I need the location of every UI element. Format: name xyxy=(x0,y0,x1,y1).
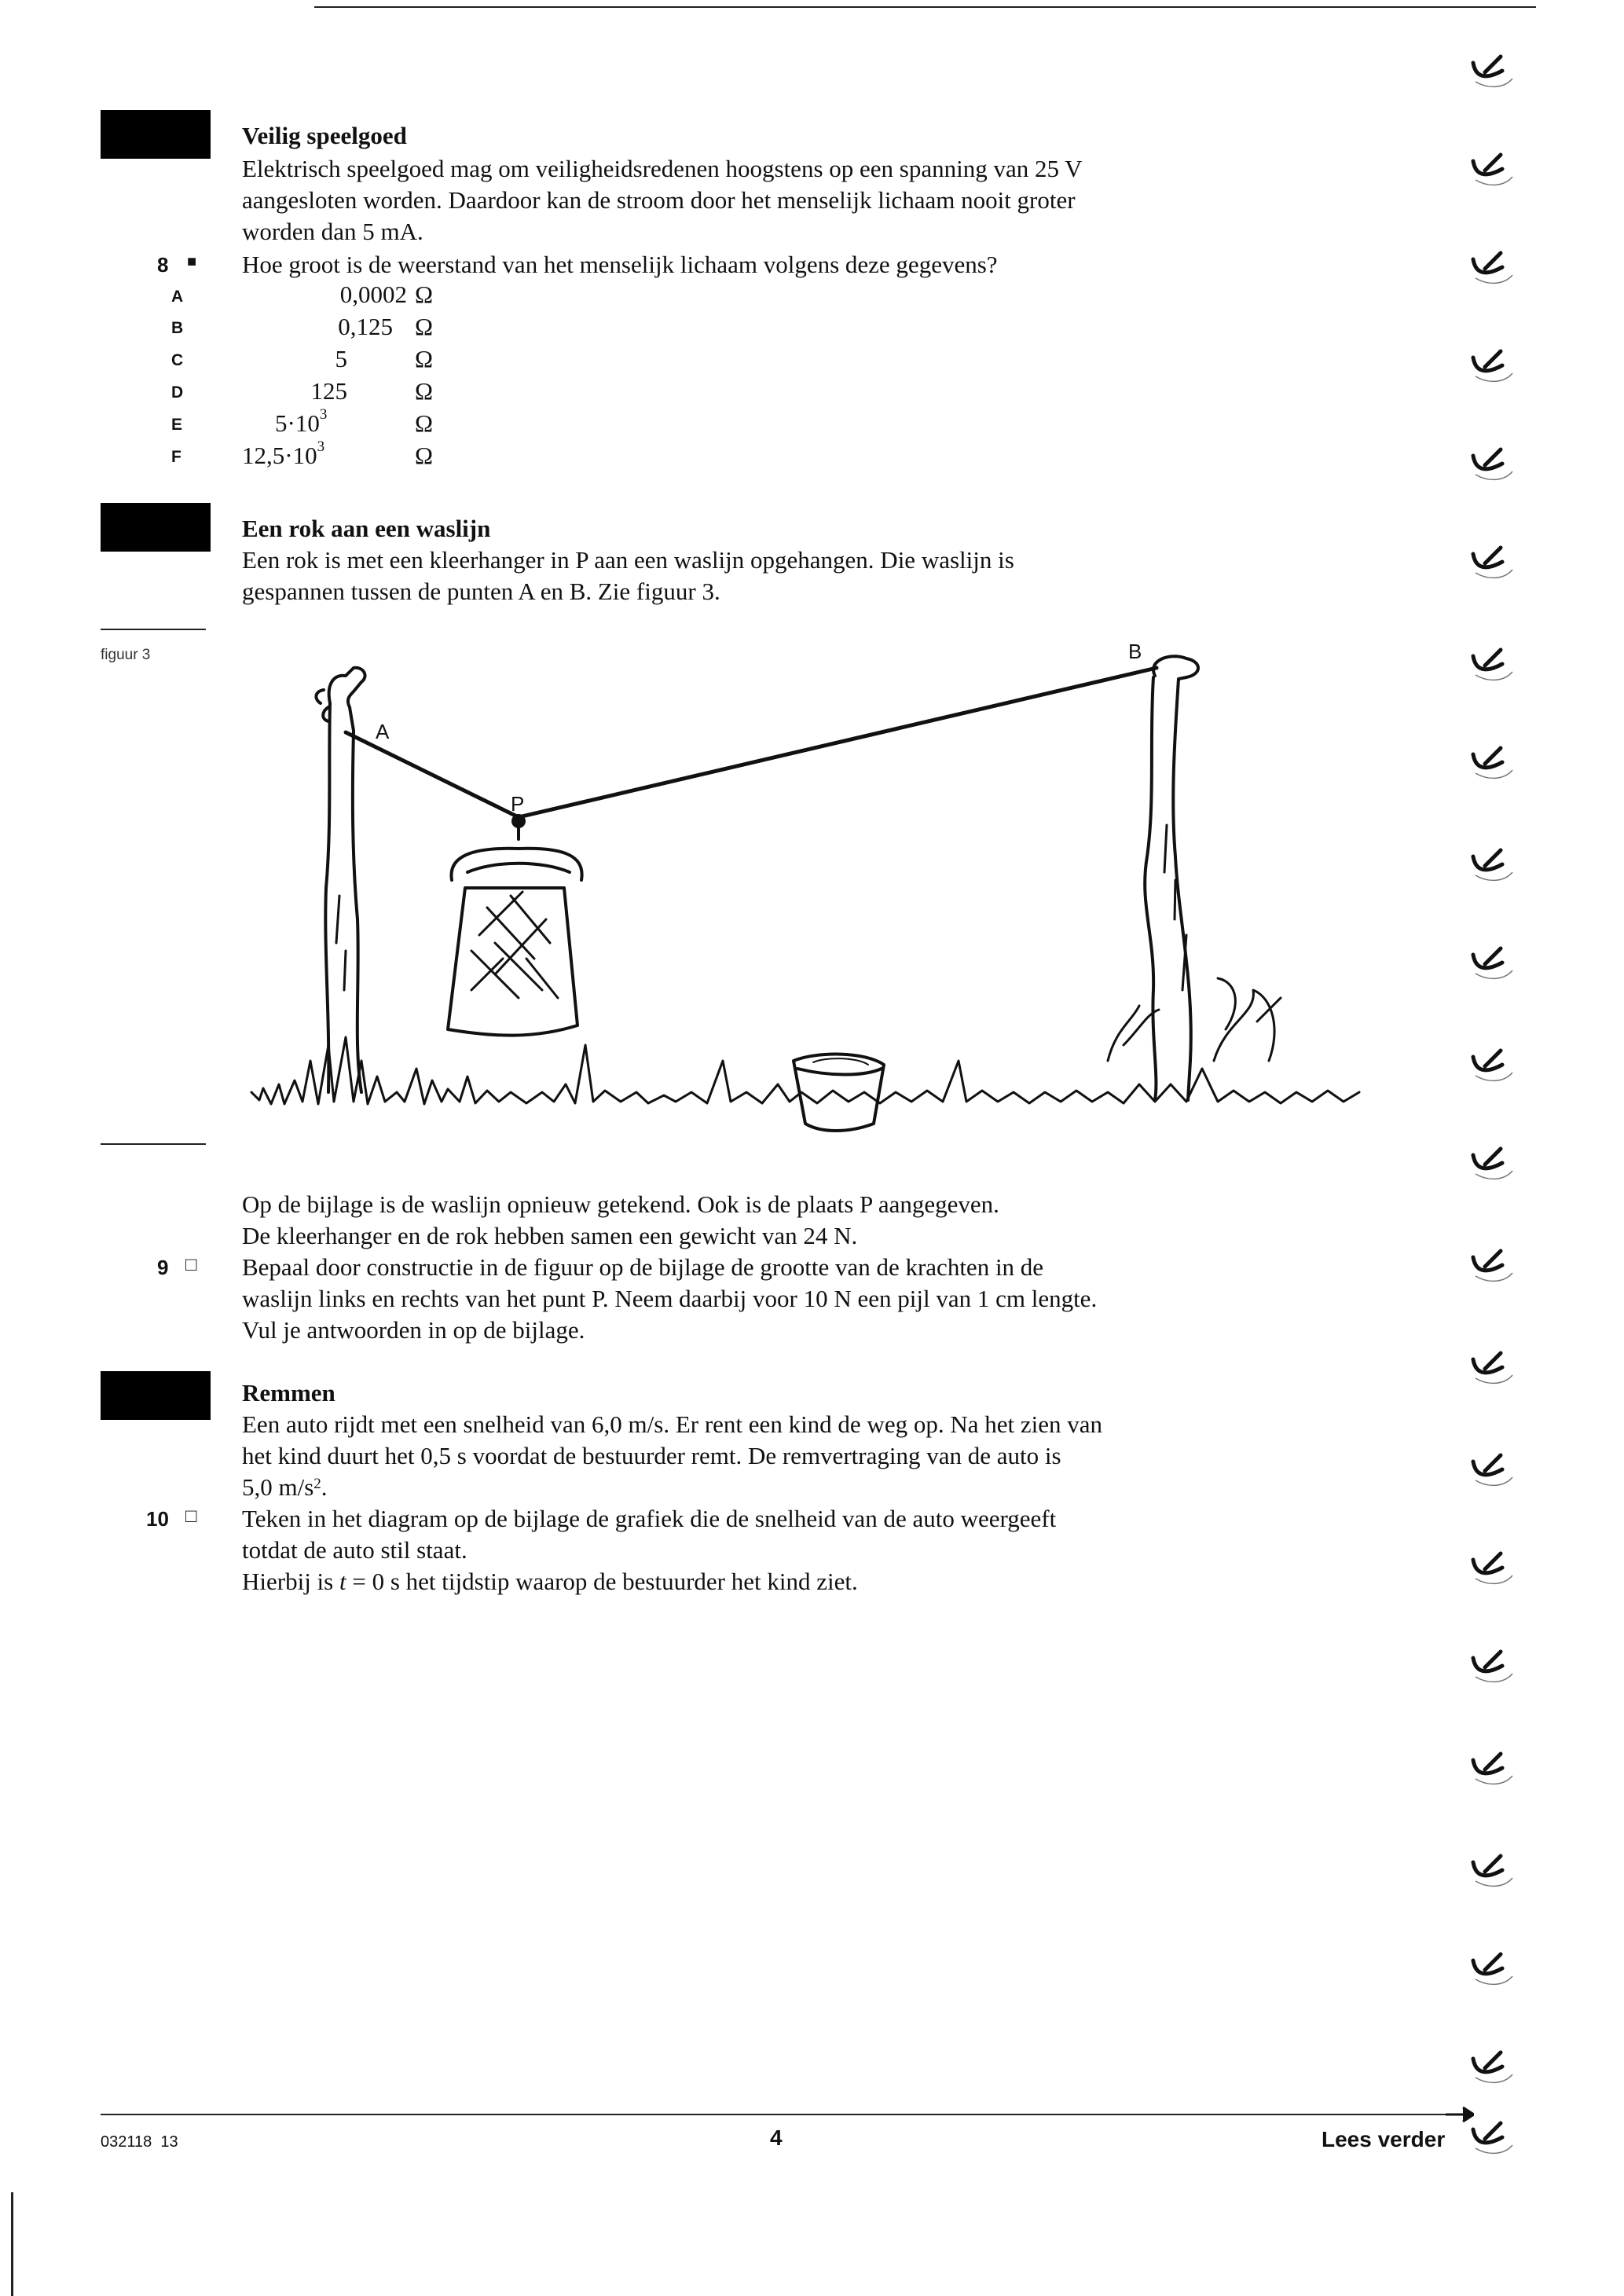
check-mark-icon xyxy=(1473,155,1502,174)
unit-ohm: Ω xyxy=(415,442,434,469)
section-marker-bar xyxy=(101,110,211,159)
question-marker: ■ xyxy=(187,253,197,270)
text-line: De kleerhanger en de rok hebben samen een gewicht van 24 N. xyxy=(242,1222,858,1249)
figure-3-clothesline xyxy=(236,621,1399,1147)
heading-veilig-speelgoed: Veilig speelgoed xyxy=(242,122,407,149)
check-mark-icon xyxy=(1473,1353,1502,1373)
check-mark-icon xyxy=(1473,1553,1502,1573)
line-p-b xyxy=(519,668,1157,817)
check-mark-trace xyxy=(1476,872,1512,880)
point-label-a: A xyxy=(376,720,390,743)
question-number: 8 xyxy=(157,253,169,277)
point-label-p: P xyxy=(511,792,525,816)
hanger xyxy=(451,823,581,880)
right-post-edge xyxy=(1145,677,1156,1100)
check-mark-trace xyxy=(1476,1674,1512,1682)
check-mark-icon xyxy=(1473,1051,1502,1070)
unit-ohm: Ω xyxy=(415,345,434,372)
question-marker: □ xyxy=(185,1506,197,1527)
option-value: 0,0002 xyxy=(339,281,407,308)
footer-code: 032118 13 xyxy=(101,2133,178,2151)
option-value: 5 xyxy=(335,345,347,372)
bucket xyxy=(794,1054,884,1131)
check-mark-icon xyxy=(1473,57,1502,76)
check-mark-trace xyxy=(1476,373,1512,381)
text-line: 5,0 $m/s^2$. xyxy=(242,1473,328,1501)
check-mark-icon xyxy=(1473,1856,1502,1876)
text-line: worden dan 5 mA. xyxy=(242,218,423,245)
question-number: 10 xyxy=(146,1507,169,1531)
check-mark-icon xyxy=(1473,748,1502,768)
check-mark-icon xyxy=(1473,449,1502,469)
figure-rule xyxy=(101,1143,206,1145)
check-mark-trace xyxy=(1476,1273,1512,1281)
check-mark-icon xyxy=(1473,2052,1502,2072)
check-mark-trace xyxy=(1476,1878,1512,1886)
check-mark-trace xyxy=(1476,471,1512,479)
check-mark-trace xyxy=(1476,1375,1512,1383)
heading-remmen: Remmen xyxy=(242,1379,335,1407)
check-mark-trace xyxy=(1476,1477,1512,1485)
text-line: Elektrisch speelgoed mag om veiligheidsredenen hoogstens op een spanning van 25 V xyxy=(242,155,1083,182)
text-line: gespannen tussen de punten A en B. Zie figuur 3. xyxy=(242,578,720,605)
option-value: 0,125 xyxy=(338,313,393,340)
line-a-p xyxy=(346,732,519,817)
question-text: waslijn links en rechts van het punt P. Neem daarbij voor 10 N een pijl van 1 cm lengte. xyxy=(242,1285,1098,1312)
option-label: C xyxy=(171,351,184,369)
check-mark-trace xyxy=(1476,672,1512,680)
figure-rule xyxy=(101,629,206,630)
check-mark-icon xyxy=(1473,1251,1502,1271)
question-marker: □ xyxy=(185,1254,197,1275)
check-mark-icon xyxy=(1473,1455,1502,1475)
option-value: $5\cdot 10^3$ xyxy=(275,406,328,437)
text-line: het kind duurt het 0,5 s voordat de bestuurder remt. De remvertraging van de auto is xyxy=(242,1442,1061,1469)
question-number: 9 xyxy=(157,1256,169,1279)
option-label: B xyxy=(171,319,184,337)
check-mark-icon xyxy=(1473,948,1502,968)
binding-line xyxy=(11,2192,13,2296)
option-value: $12,5\cdot 10^3$ xyxy=(242,438,325,469)
right-post xyxy=(1153,656,1198,1100)
question-text: Vul je antwoorden in op de bijlage. xyxy=(242,1316,585,1344)
point-label-b: B xyxy=(1128,640,1142,663)
check-mark-trace xyxy=(1476,2145,1512,2153)
option-label: E xyxy=(171,416,183,434)
check-mark-icon xyxy=(1473,253,1502,273)
check-mark-trace xyxy=(1476,1575,1512,1583)
check-mark-trace xyxy=(1476,1976,1512,1984)
check-mark-trace xyxy=(1476,275,1512,283)
question-text: Hoe groot is de weerstand van het menselijk lichaam volgens deze gegevens? xyxy=(242,251,998,278)
question-text: totdat de auto stil staat. xyxy=(242,1536,467,1564)
check-mark-trace xyxy=(1476,1171,1512,1179)
check-mark-icon xyxy=(1473,1754,1502,1773)
check-mark-icon xyxy=(1473,351,1502,371)
unit-ohm: Ω xyxy=(415,281,434,308)
left-post-edge xyxy=(325,703,330,1092)
option-label: F xyxy=(171,448,181,466)
figure-label: figuur 3 xyxy=(101,647,151,663)
question-text: Bepaal door constructie in de figuur op de bijlage de grootte van de krachten in de xyxy=(242,1253,1044,1281)
check-mark-trace xyxy=(1476,177,1512,185)
section-marker-bar xyxy=(101,1371,211,1420)
lees-verder: Lees verder xyxy=(1322,2127,1446,2151)
text-line: Een auto rijdt met een snelheid van 6,0 m/s. Er rent een kind de weg op. Na het zien van xyxy=(242,1410,1102,1438)
unit-ohm: Ω xyxy=(415,377,434,405)
check-mark-trace xyxy=(1476,2074,1512,2082)
option-label: A xyxy=(171,288,184,306)
unit-ohm: Ω xyxy=(415,313,434,340)
heading-rok-waslijn: Een rok aan een waslijn xyxy=(242,515,491,542)
check-mark-trace xyxy=(1476,1776,1512,1784)
check-mark-trace xyxy=(1476,970,1512,978)
check-mark-trace xyxy=(1476,79,1512,86)
text-line: Op de bijlage is de waslijn opnieuw getekend. Ook is de plaats P aangegeven. xyxy=(242,1190,999,1218)
margin-check-marks xyxy=(1461,39,1532,2161)
option-value: 125 xyxy=(310,377,347,405)
top-rule xyxy=(314,6,1536,8)
check-mark-icon xyxy=(1473,1652,1502,1671)
check-mark-icon xyxy=(1473,850,1502,870)
unit-ohm: Ω xyxy=(415,409,434,437)
option-label: D xyxy=(171,383,184,402)
check-mark-icon xyxy=(1473,1149,1502,1168)
section-marker-bar xyxy=(101,503,211,552)
text-line: Een rok is met een kleerhanger in P aan een waslijn opgehangen. Die waslijn is xyxy=(242,546,1014,574)
question-text: Hierbij is t = 0 s het tijdstip waarop de bestuurder het kind ziet. xyxy=(242,1568,858,1595)
check-mark-trace xyxy=(1476,1073,1512,1080)
footer-rule xyxy=(101,2114,1460,2115)
check-mark-trace xyxy=(1476,570,1512,578)
check-mark-icon xyxy=(1473,548,1502,567)
check-mark-icon xyxy=(1473,650,1502,669)
check-mark-icon xyxy=(1473,1954,1502,1974)
check-mark-icon xyxy=(1473,2123,1502,2143)
page-number: 4 xyxy=(770,2125,783,2150)
text-line: aangesloten worden. Daardoor kan de stroom door het menselijk lichaam nooit groter xyxy=(242,186,1076,214)
question-text: Teken in het diagram op de bijlage de grafiek die de snelheid van de auto weergeeft xyxy=(242,1505,1057,1532)
check-mark-trace xyxy=(1476,770,1512,778)
